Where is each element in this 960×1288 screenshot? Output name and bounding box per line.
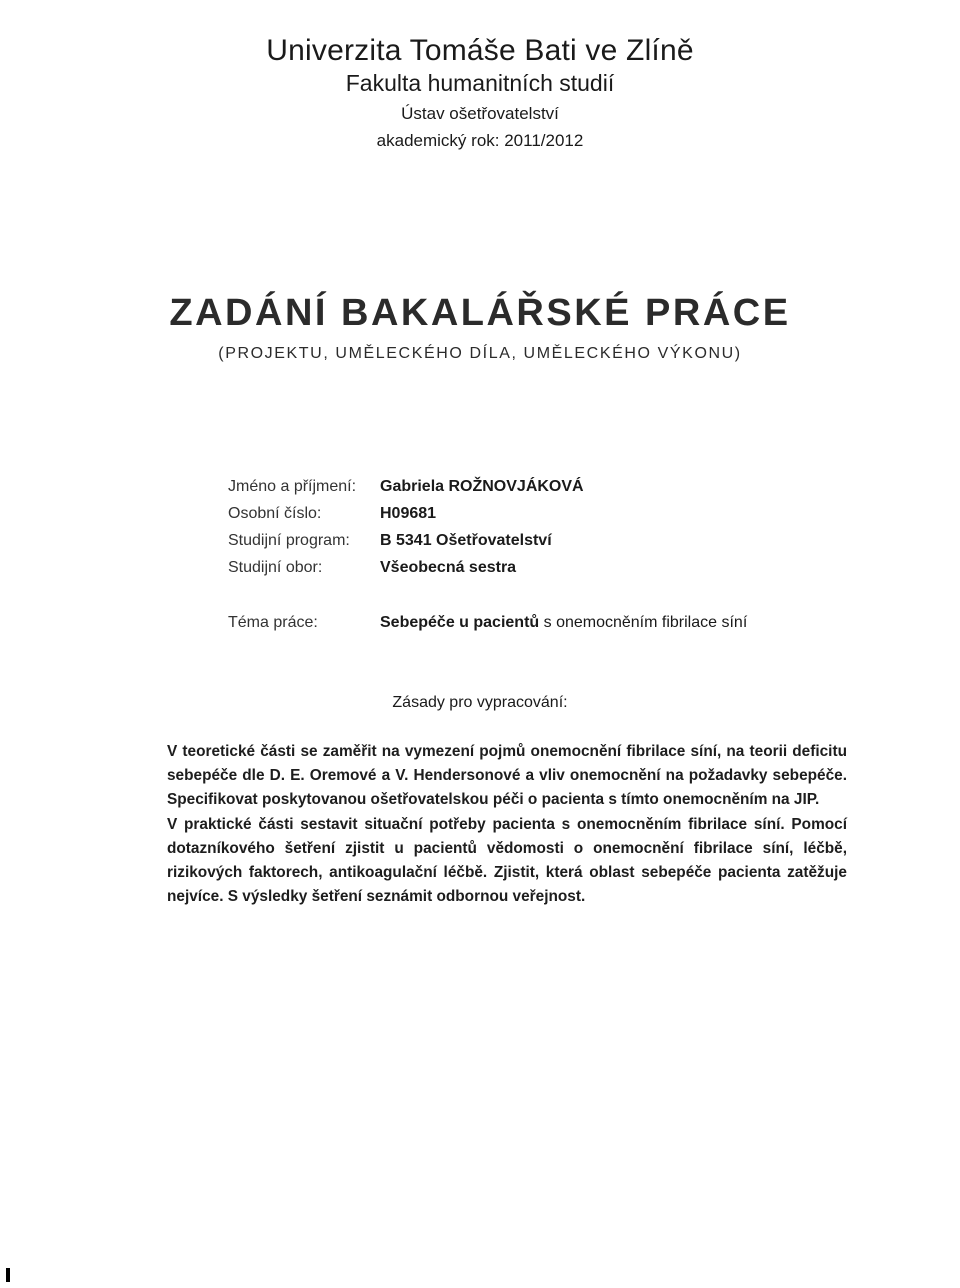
principles-heading: Zásady pro vypracování:	[392, 694, 568, 711]
topic-value	[380, 614, 747, 632]
topic-value-bold: Sebepéče u pacientů	[380, 614, 540, 631]
principles-paragraph: V teoretické části se zaměřit na vymezení pojmů onemocnění fibrilace síní, na teorii deficitu sebepéče dle D. E. Oremové a V. Hendersonové a vliv onemocnění na požadavky sebepéče. Specifikovat poskytovanou ošetřovatelskou péči o pacienta s tímto onemocněním na JIP.	[167, 743, 847, 809]
principles-body	[167, 740, 847, 909]
principles-paragraph: V praktické části sestavit situační potřeby pacienta s onemocněním fibrilace síní. Pomocí dotazníkového šetření zjistit u pacientů vědomosti o onemocnění fibrilace síní, léčbě, rizikových faktorech, antikoagulační léčbě. Zjistit, která oblast sebepéče pacienta zatěžuje nejvíce. S výsledky šetření seznámit odbornou veřejnost.	[167, 815, 847, 906]
field-label: Studijní program:	[228, 532, 350, 549]
document-subtitle: (PROJEKTU, UMĚLECKÉHO DÍLA, UMĚLECKÉHO VÝKONU)	[218, 345, 742, 362]
field-value: B 5341 Ošetřovatelství	[380, 532, 552, 549]
university-name: Univerzita Tomáše Bati ve Zlíně	[266, 34, 694, 67]
topic-value-rest: s onemocněním fibrilace síní	[539, 614, 748, 631]
field-value: Gabriela ROŽNOVJÁKOVÁ	[380, 478, 584, 495]
field-value: Všeobecná sestra	[380, 559, 517, 576]
academic-year: akademický rok: 2011/2012	[376, 131, 584, 150]
field-label: Studijní obor:	[228, 559, 323, 576]
field-label: Osobní číslo:	[228, 505, 322, 522]
scan-mark	[6, 1268, 10, 1282]
document-title: ZADÁNÍ BAKALÁŘSKÉ PRÁCE	[169, 292, 791, 334]
field-label: Jméno a příjmení:	[228, 478, 357, 495]
topic-label: Téma práce:	[228, 614, 318, 631]
faculty-name: Fakulta humanitních studií	[345, 70, 615, 96]
institute-name: Ústav ošetřovatelství	[401, 104, 559, 123]
field-value: H09681	[380, 505, 437, 522]
